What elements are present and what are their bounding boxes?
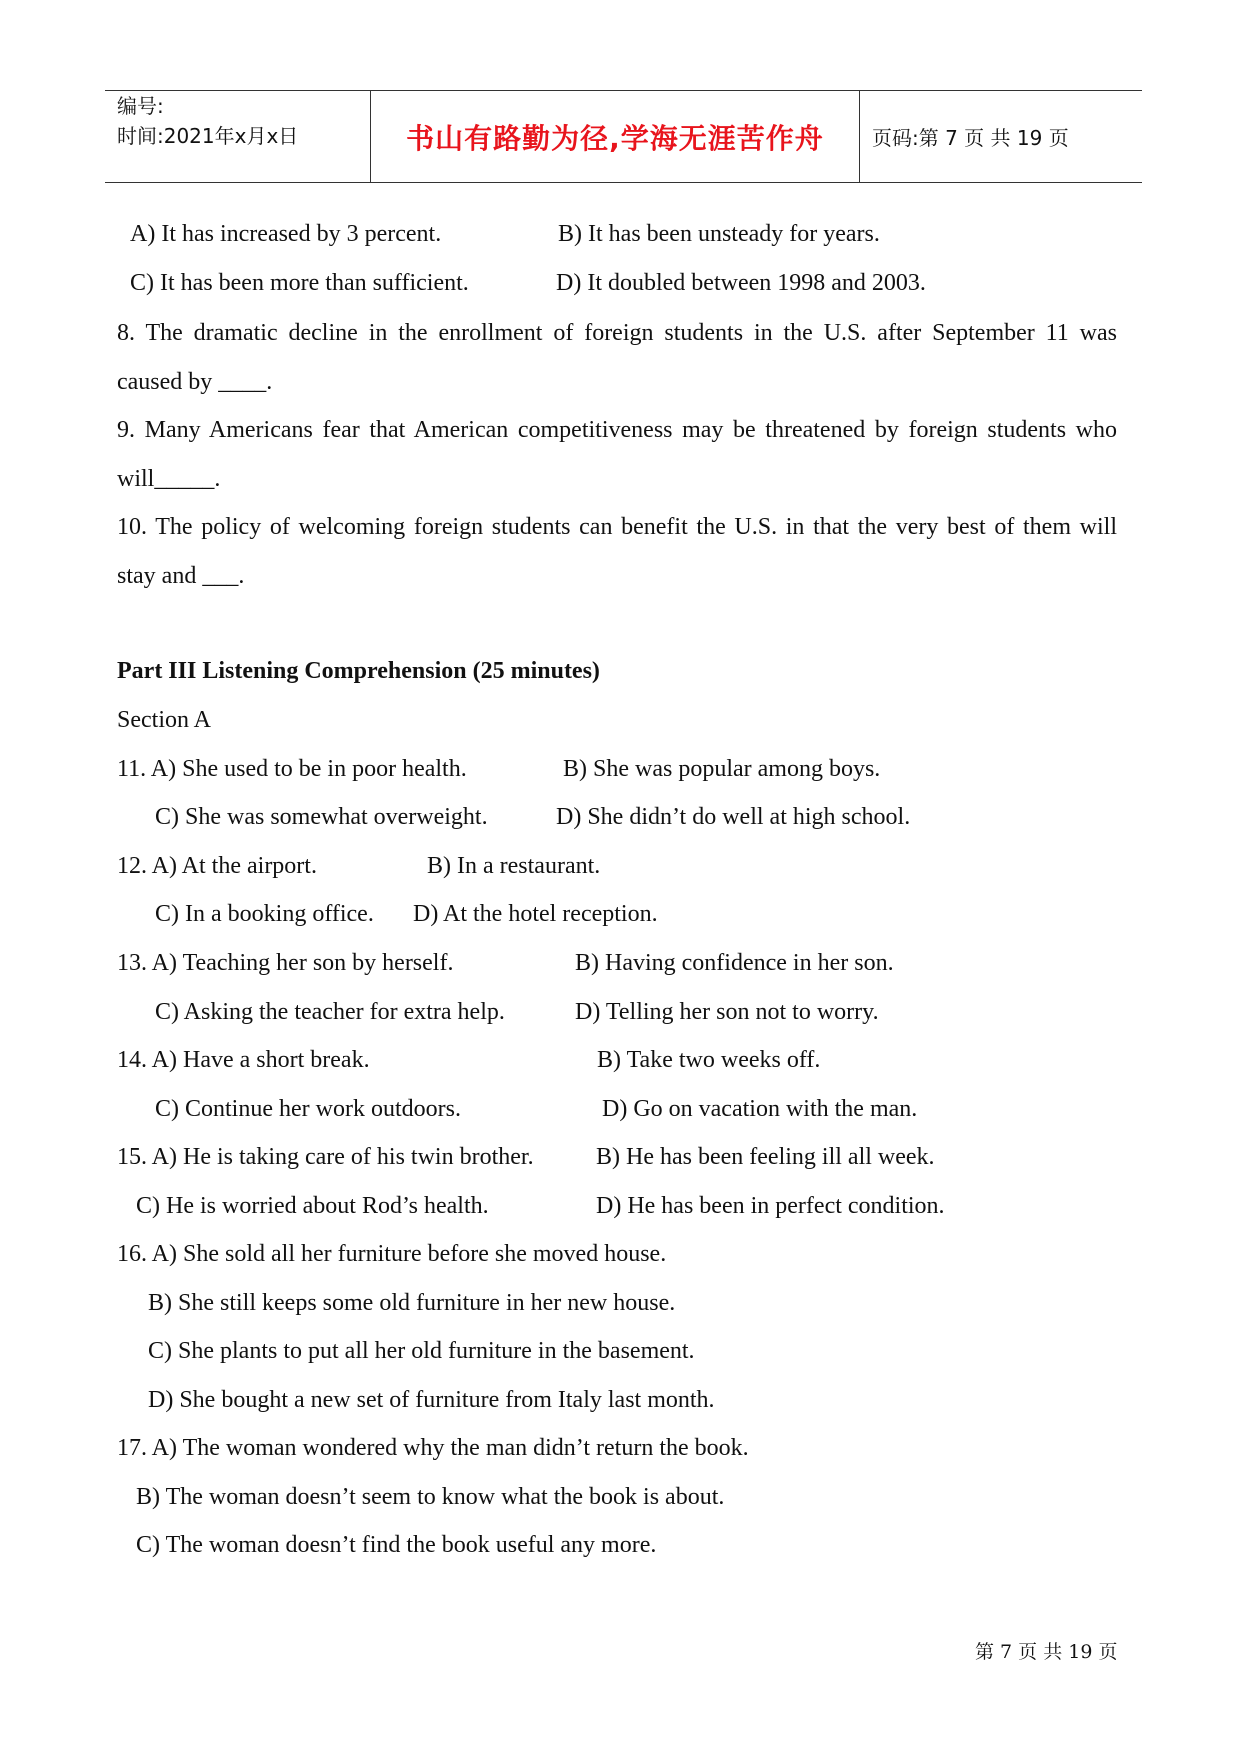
q17-option-b: B) The woman doesn’t seem to know what the book is about.: [136, 1484, 725, 1510]
q14-option-b: B) Take two weeks off.: [597, 1047, 821, 1073]
q15-option-c: C) He is worried about Rod’s health.: [136, 1193, 489, 1219]
q13-option-a: 13. A) Teaching her son by herself.: [117, 950, 454, 976]
q11-option-c: C) She was somewhat overweight.: [155, 804, 488, 830]
page-footer-number: 第 7 页 共 19 页: [975, 1641, 1118, 1663]
q16-option-a: 16. A) She sold all her furniture before she moved house.: [117, 1241, 667, 1267]
q9-line-1: 9. Many Americans fear that American competitiveness may be threatened by foreign students who: [117, 417, 1117, 443]
q7-option-b: B) It has been unsteady for years.: [558, 221, 880, 247]
q14-option-d: D) Go on vacation with the man.: [602, 1096, 918, 1122]
q8-line-1: 8. The dramatic decline in the enrollment of foreign students in the U.S. after September 11 was: [117, 320, 1117, 346]
q8-line-2: caused by ____.: [117, 369, 273, 395]
header-time-label: 时间:2021年x月x日: [117, 124, 299, 148]
page-header: [105, 90, 1142, 183]
q13-option-c: C) Asking the teacher for extra help.: [155, 999, 505, 1025]
q16-option-d: D) She bought a new set of furniture from Italy last month.: [148, 1387, 715, 1413]
q11-option-d: D) She didn’t do well at high school.: [556, 804, 911, 830]
header-page-label: 页码:第 7 页 共 19 页: [872, 126, 1069, 150]
q14-option-a: 14. A) Have a short break.: [117, 1047, 370, 1073]
q15-option-b: B) He has been feeling ill all week.: [596, 1144, 935, 1170]
q12-option-d: D) At the hotel reception.: [413, 901, 658, 927]
q17-option-c: C) The woman doesn’t find the book useful any more.: [136, 1532, 657, 1558]
header-motto: 书山有路勤为径,学海无涯苦作舟: [406, 121, 824, 155]
q16-option-b: B) She still keeps some old furniture in her new house.: [148, 1290, 676, 1316]
q17-option-a: 17. A) The woman wondered why the man didn’t return the book.: [117, 1435, 749, 1461]
header-number-label: 编号:: [117, 94, 164, 118]
q16-option-c: C) She plants to put all her old furniture in the basement.: [148, 1338, 695, 1364]
q9-line-2: will_____.: [117, 466, 221, 492]
q10-line-1: 10. The policy of welcoming foreign students can benefit the U.S. in that the very best of them will: [117, 514, 1117, 540]
section-a-heading: Section A: [117, 707, 211, 733]
q14-option-c: C) Continue her work outdoors.: [155, 1096, 461, 1122]
header-motto-cell: [370, 91, 860, 182]
q10-line-2: stay and ___.: [117, 563, 245, 589]
q15-option-d: D) He has been in perfect condition.: [596, 1193, 945, 1219]
part3-title: Part III Listening Comprehension (25 minutes): [117, 658, 600, 684]
q12-option-c: C) In a booking office.: [155, 901, 374, 927]
q11-option-a: 11. A) She used to be in poor health.: [117, 756, 467, 782]
q7-option-d: D) It doubled between 1998 and 2003.: [556, 270, 926, 296]
q12-option-b: B) In a restaurant.: [427, 853, 601, 879]
header-meta: [105, 91, 370, 182]
header-page-cell: [860, 91, 1142, 182]
q15-option-a: 15. A) He is taking care of his twin brother.: [117, 1144, 534, 1170]
q12-option-a: 12. A) At the airport.: [117, 853, 317, 879]
q7-option-c: C) It has been more than sufficient.: [130, 270, 469, 296]
q13-option-b: B) Having confidence in her son.: [575, 950, 894, 976]
q11-option-b: B) She was popular among boys.: [563, 756, 881, 782]
q7-option-a: A) It has increased by 3 percent.: [130, 221, 442, 247]
q13-option-d: D) Telling her son not to worry.: [575, 999, 879, 1025]
